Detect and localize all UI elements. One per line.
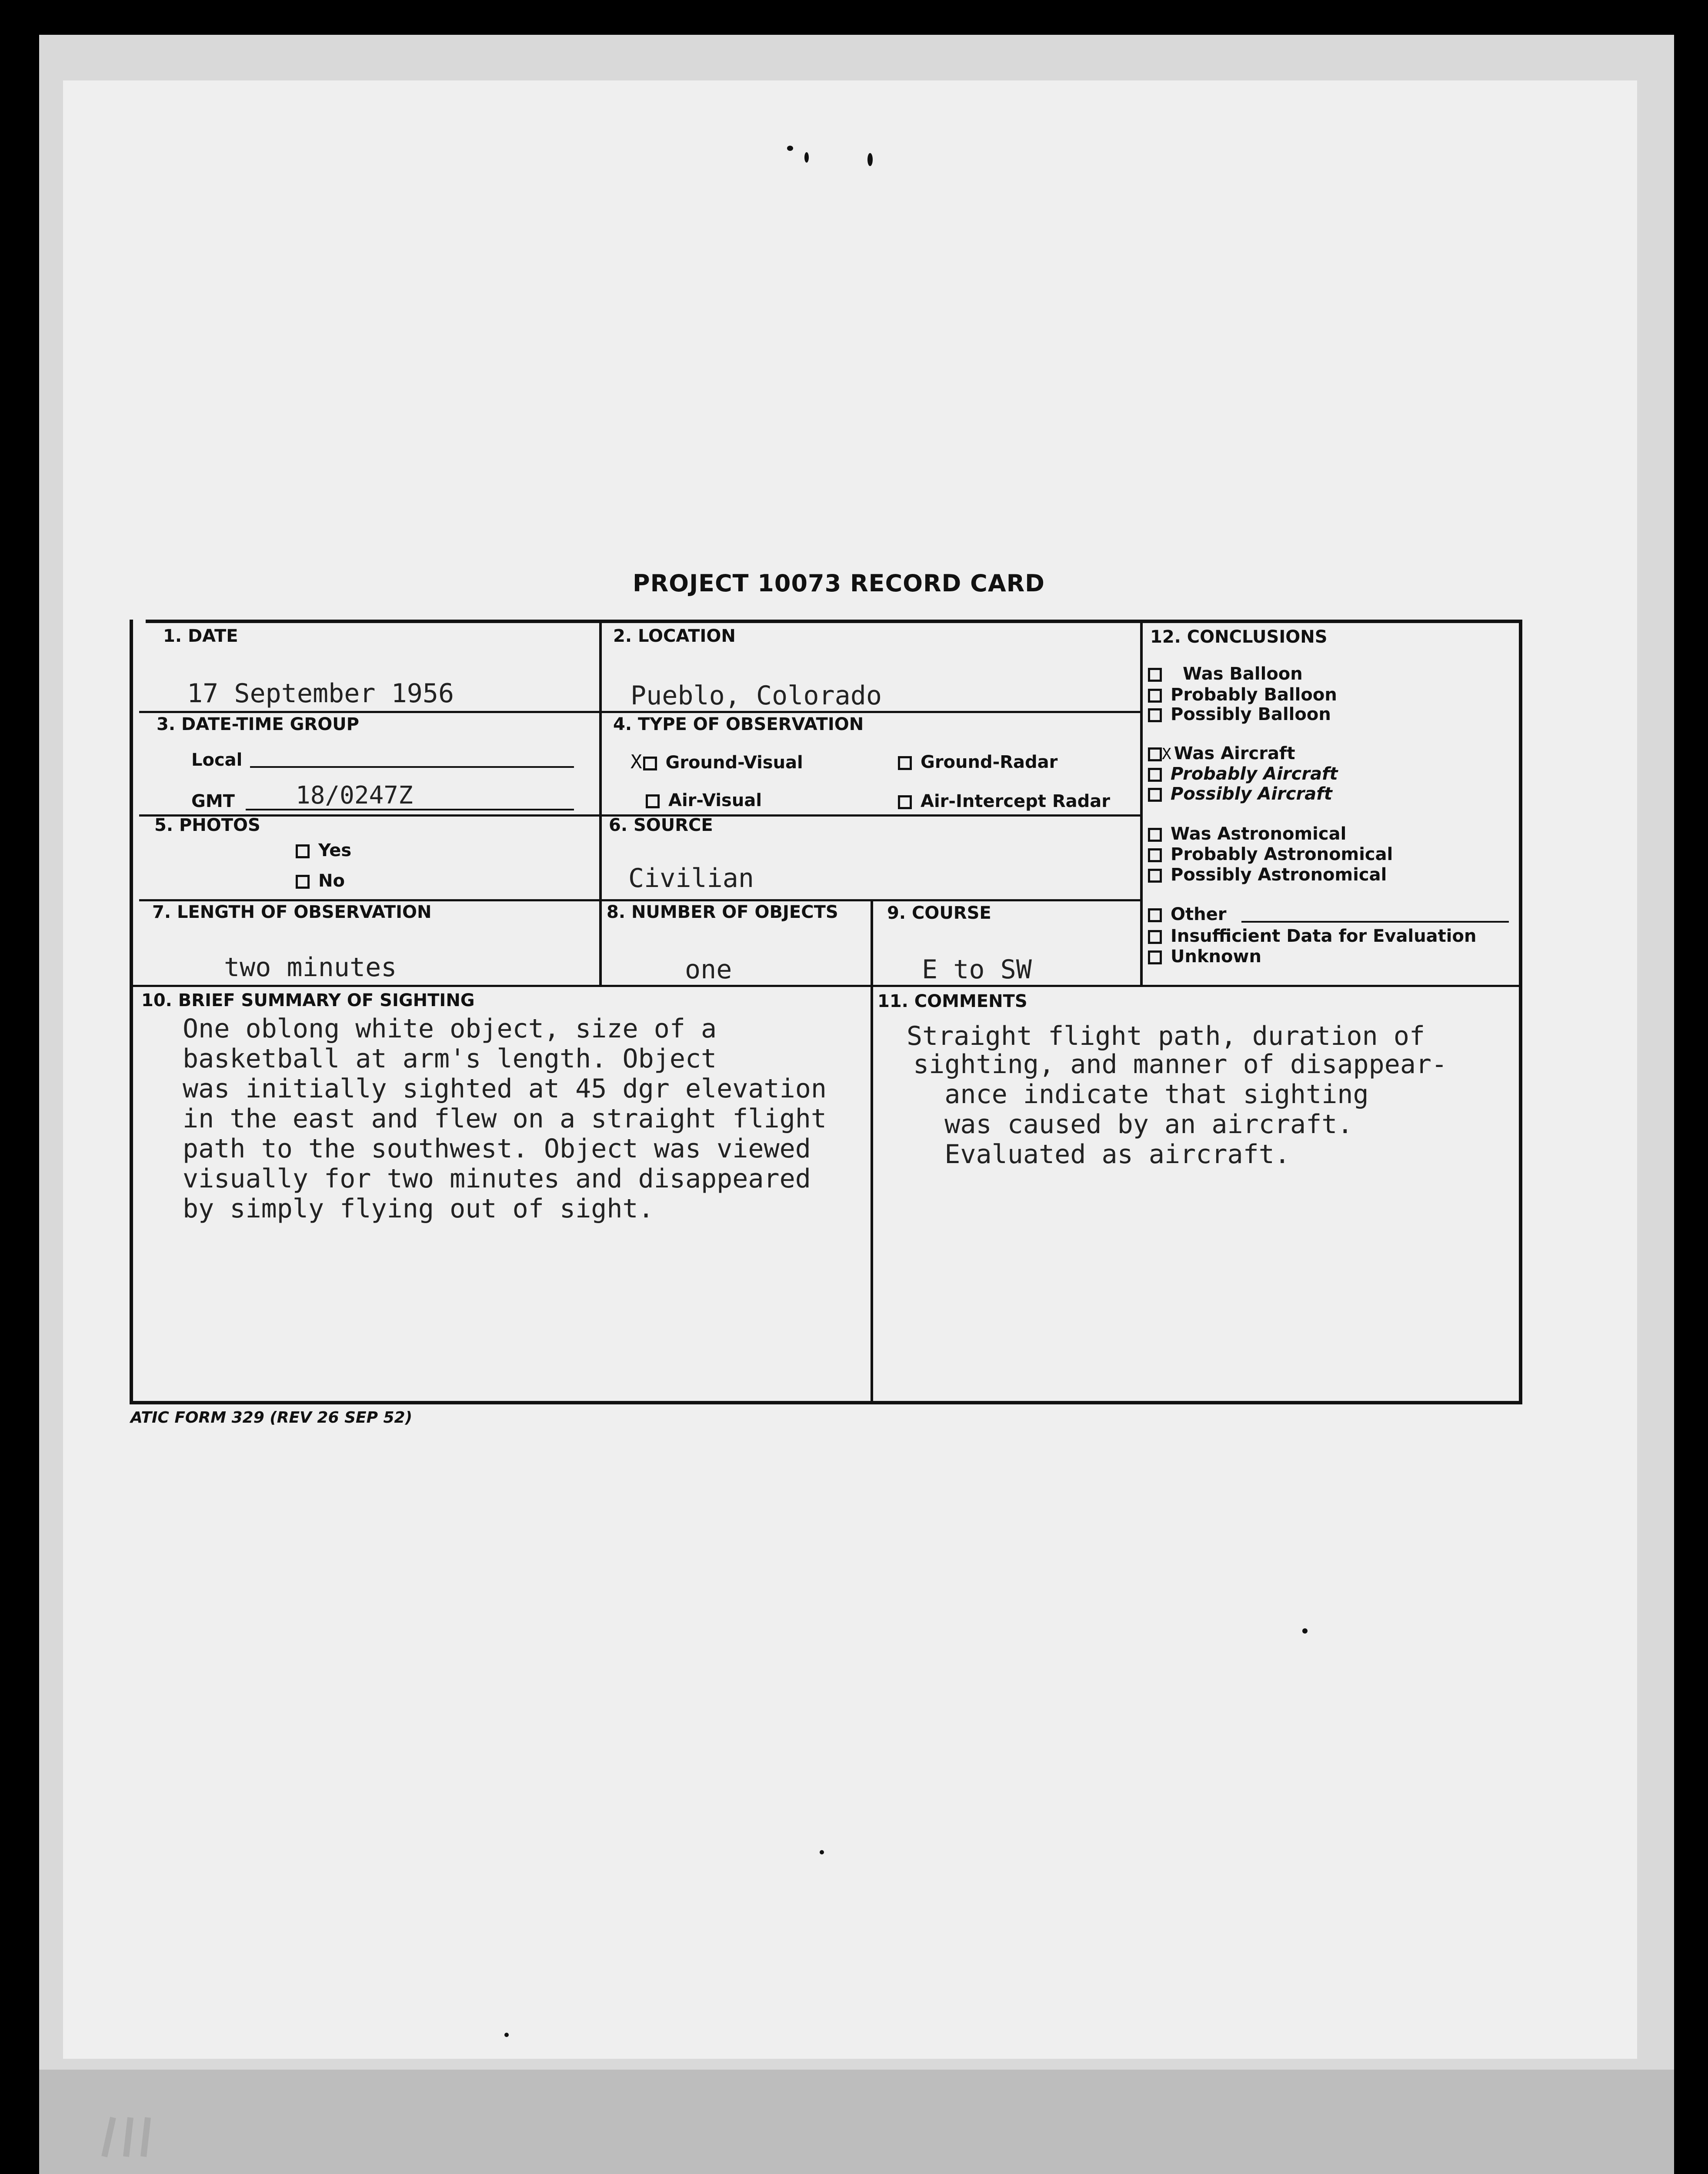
air-intercept-checkbox	[898, 795, 912, 809]
stray-mark	[820, 1850, 824, 1854]
card-title: PROJECT 10073 RECORD CARD	[633, 570, 1045, 597]
obs-type-label: 4. TYPE OF OBSERVATION	[613, 714, 864, 734]
gmt-label: GMT	[191, 791, 235, 811]
divider-v1	[599, 620, 602, 985]
conclusion-was-balloon: Was Balloon	[1148, 664, 1303, 684]
stray-mark	[804, 152, 809, 163]
probably-balloon-checkbox	[1148, 689, 1162, 703]
photos-yes-checkbox	[296, 844, 310, 858]
summary-label: 10. BRIEF SUMMARY OF SIGHTING	[141, 990, 475, 1010]
conclusions-label: 12. CONCLUSIONS	[1150, 627, 1328, 647]
other-checkbox	[1148, 908, 1162, 922]
air-visual-label: Air-Visual	[668, 790, 762, 810]
possibly-aircraft-checkbox	[1148, 788, 1162, 802]
insufficient-data-checkbox	[1148, 930, 1162, 944]
other-underline	[1241, 921, 1509, 923]
length-value: two minutes	[224, 952, 397, 983]
probably-astronomical-checkbox	[1148, 848, 1162, 862]
source-label: 6. SOURCE	[609, 815, 713, 835]
scan-lower-area	[39, 2070, 1674, 2174]
comments-label: 11. COMMENTS	[877, 991, 1027, 1011]
frame-right	[1519, 620, 1522, 1404]
air-visual-option	[646, 790, 762, 810]
possibly-astronomical-checkbox	[1148, 869, 1162, 883]
conclusion-insufficient-data: Insufficient Data for Evaluation	[1148, 926, 1476, 946]
conclusion-other: Other	[1148, 904, 1226, 924]
course-label: 9. COURSE	[887, 903, 991, 923]
was-aircraft-mark: X	[1162, 745, 1171, 763]
photos-yes-option	[296, 840, 351, 860]
comments-text: sighting, and manner of disappear- ance indicate that sighting was caused by an aircraft. Evaluated as aircraft.	[913, 1049, 1448, 1170]
photos-yes-label: Yes	[318, 840, 352, 860]
conclusion-probably-astronomical: Probably Astronomical	[1148, 844, 1393, 864]
frame-left	[130, 620, 133, 1404]
was-astronomical-checkbox	[1148, 828, 1162, 842]
stray-mark	[787, 146, 793, 151]
photos-no-label: No	[318, 871, 345, 891]
location-value: Pueblo, Colorado	[630, 680, 882, 711]
ground-radar-checkbox	[898, 756, 912, 770]
form-number: ATIC FORM 329 (REV 26 SEP 52)	[130, 1409, 413, 1427]
photos-no-option	[296, 871, 345, 891]
probably-aircraft-checkbox	[1148, 768, 1162, 782]
location-label: 2. LOCATION	[613, 626, 736, 646]
air-intercept-label: Air-Intercept Radar	[921, 791, 1110, 811]
frame-bottom	[130, 1401, 1522, 1404]
stray-mark	[867, 153, 873, 166]
conclusion-probably-balloon: Probably Balloon	[1148, 685, 1337, 705]
ground-radar-option	[898, 752, 1057, 772]
row-line-1	[139, 711, 1141, 713]
comments-line1: Straight flight path, duration of	[907, 1021, 1425, 1051]
ground-visual-mark: X	[630, 751, 642, 773]
conclusion-possibly-aircraft: Possibly Aircraft	[1148, 784, 1332, 804]
row-line-3	[139, 899, 1141, 901]
conclusion-possibly-astronomical: Possibly Astronomical	[1148, 865, 1387, 885]
frame-top	[146, 620, 1522, 623]
divider-v2	[1140, 620, 1143, 985]
course-value: E to SW	[922, 954, 1032, 985]
dtg-label: 3. DATE-TIME GROUP	[157, 714, 359, 734]
number-objects-value: one	[685, 954, 732, 985]
was-balloon-checkbox	[1148, 668, 1162, 682]
photos-label: 5. PHOTOS	[154, 815, 260, 835]
air-visual-checkbox	[646, 794, 660, 808]
divider-v3	[871, 900, 873, 1404]
air-intercept-option	[898, 791, 1110, 811]
ground-visual-option	[630, 751, 803, 773]
source-value: Civilian	[628, 863, 754, 894]
possibly-balloon-checkbox	[1148, 708, 1162, 722]
gmt-value: 18/0247Z	[296, 781, 413, 810]
date-label: 1. DATE	[163, 626, 238, 646]
conclusion-probably-aircraft: Probably Aircraft	[1148, 764, 1338, 784]
stray-mark	[504, 2033, 509, 2037]
local-label: Local	[191, 750, 243, 770]
local-underline	[250, 766, 574, 768]
stray-mark	[1302, 1628, 1308, 1634]
conclusion-unknown: Unknown	[1148, 947, 1261, 967]
unknown-checkbox	[1148, 950, 1162, 964]
was-aircraft-checkbox	[1148, 747, 1162, 761]
ground-radar-label: Ground-Radar	[921, 752, 1058, 772]
row-line-4	[133, 985, 1520, 987]
summary-text: One oblong white object, size of a basketball at arm's length. Object was initially sighted at 45 dgr elevation in the east and flew on a straight flight path to the southwest. Object was viewed visually for two minutes and disappeared by simply flying out of sight.	[183, 1014, 827, 1224]
conclusion-was-astronomical: Was Astronomical	[1148, 824, 1346, 844]
number-objects-label: 8. NUMBER OF OBJECTS	[607, 902, 838, 922]
conclusion-possibly-balloon: Possibly Balloon	[1148, 704, 1331, 724]
faint-mark	[96, 2109, 183, 2165]
length-label: 7. LENGTH OF OBSERVATION	[152, 902, 432, 922]
photos-no-checkbox	[296, 875, 310, 889]
ground-visual-checkbox	[643, 757, 657, 770]
ground-visual-label: Ground-Visual	[665, 753, 803, 773]
date-value: 17 September 1956	[187, 678, 454, 709]
conclusion-was-aircraft: X Was Aircraft	[1148, 744, 1295, 764]
